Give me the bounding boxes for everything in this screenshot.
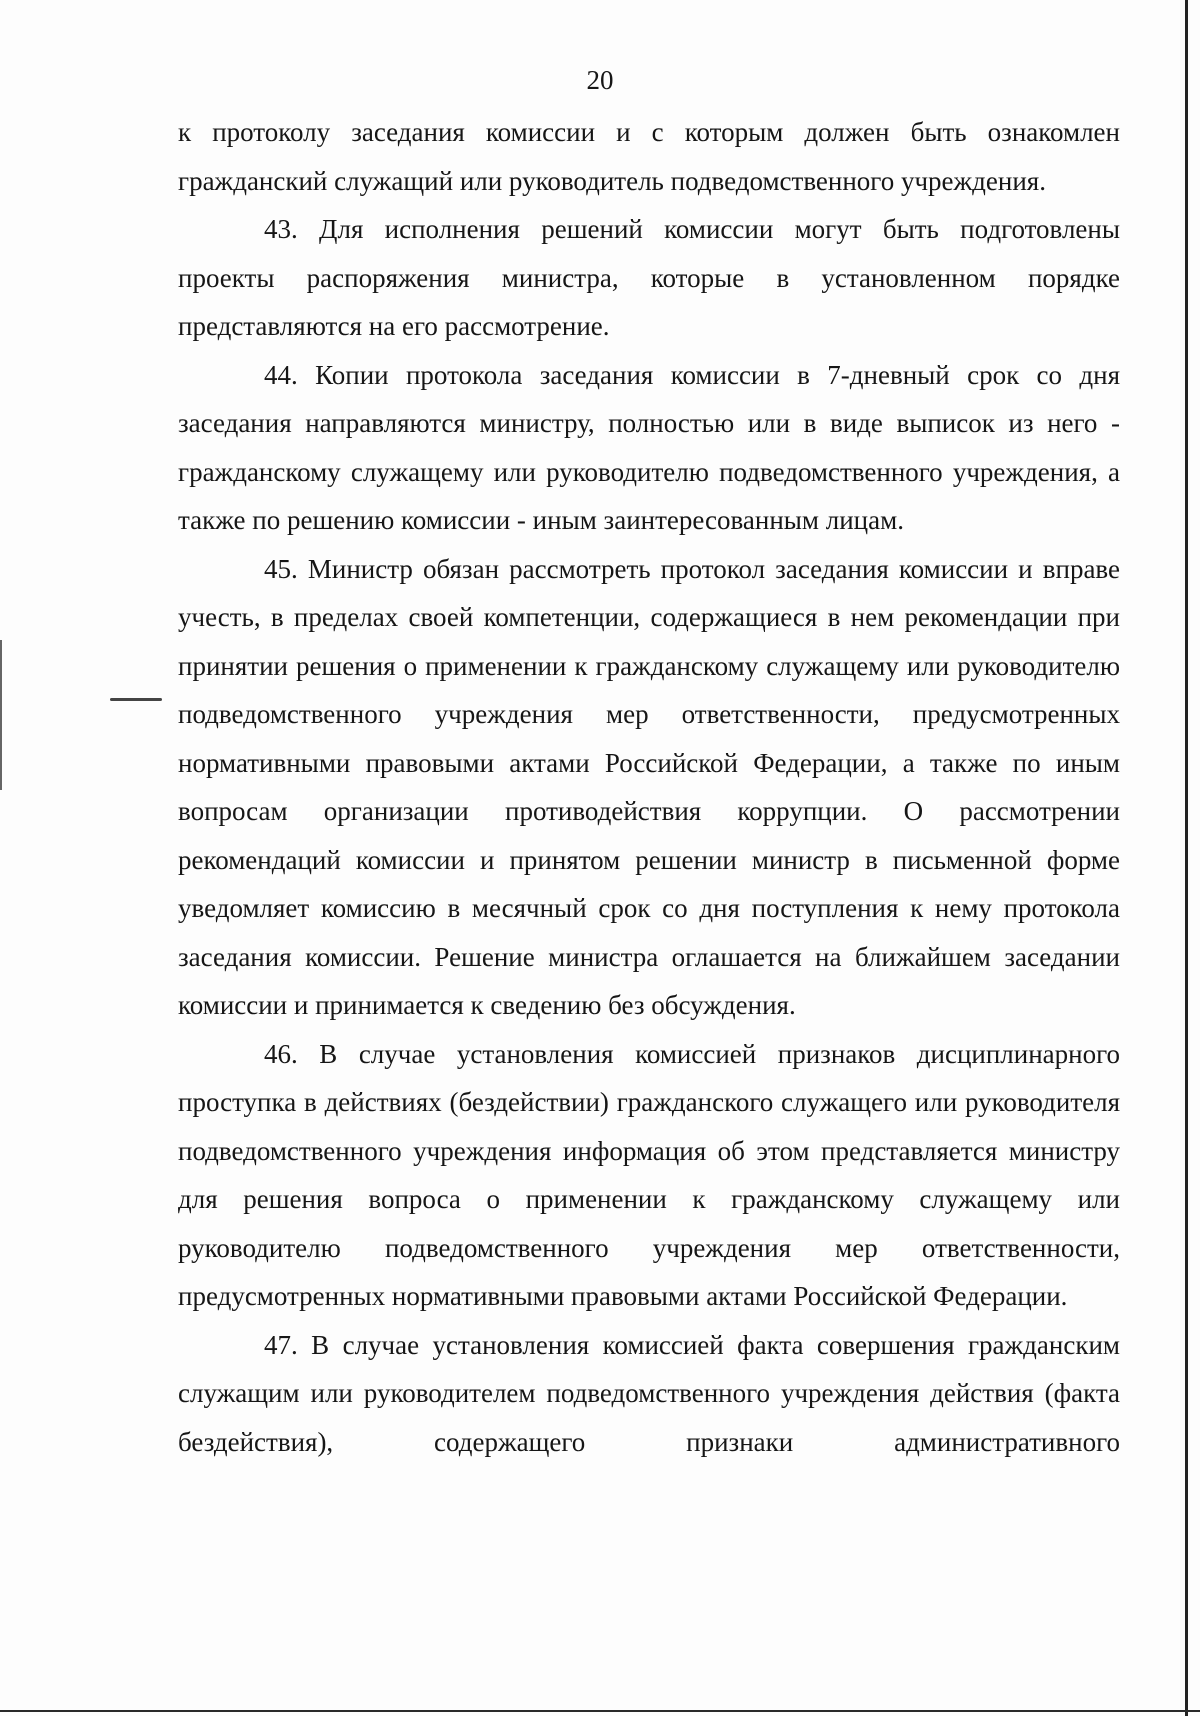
page-number: 20: [586, 65, 614, 95]
paragraph-47: 47. В случае установления комиссией факта совершения гражданским служащим или руководителем подведомственного учреждения действия (факта бездействия), содержащего признаки административного: [178, 1329, 1120, 1457]
paragraph-continuation: к протоколу заседания комиссии и с которым должен быть ознакомлен гражданский служащий или руководитель подведомственного учреждения.: [178, 117, 1120, 196]
paragraph-46: 46. В случае установления комиссией признаков дисциплинарного проступка в действиях (бездействии) гражданского служащего или руководителя подведомственного учреждения информация об этом представляется министру для решения вопроса о применении к гражданскому служащему или руководителю подведомственного учреждения мер ответственности, предусмотренных нормативными правовыми актами Российской Федерации.: [178, 1038, 1120, 1311]
page-border-right: [1185, 0, 1188, 1716]
paragraph-43: 43. Для исполнения решений комиссии могут быть подготовлены проекты распоряжения министра, которые в установленном порядке представляются на его рассмотрение.: [178, 214, 1120, 341]
paragraph-45: 45. Министр обязан рассмотреть протокол заседания комиссии и вправе учесть, в пределах своей компетенции, содержащиеся в нем рекомендации при принятии решения о применении к гражданскому служащему или руководителю подведомственного учреждения мер ответственности, предусмотренных нормативными правовыми актами Российской Федерации, а также по иным вопросам организации противодействия коррупции. О рассмотрении рекомендаций комиссии и принятом решении министр в письменной форме уведомляет комиссию в месячный срок со дня поступления к нему протокола заседания комиссии. Решение министра оглашается на ближайшем заседании комиссии и принимается к сведению без обсуждения.: [178, 553, 1120, 1020]
scan-mark: [110, 698, 162, 701]
document-body: [178, 108, 1120, 1466]
paragraph-44: 44. Копии протокола заседания комиссии в 7-дневный срок со дня заседания направляются министру, полностью или в виде выписок из него - гражданскому служащему или руководителю подведомственного учреждения, а также по решению комиссии - иным заинтересованным лицам.: [178, 359, 1120, 535]
page-border-left: [0, 640, 2, 790]
page-border-bottom: [0, 1710, 1200, 1712]
